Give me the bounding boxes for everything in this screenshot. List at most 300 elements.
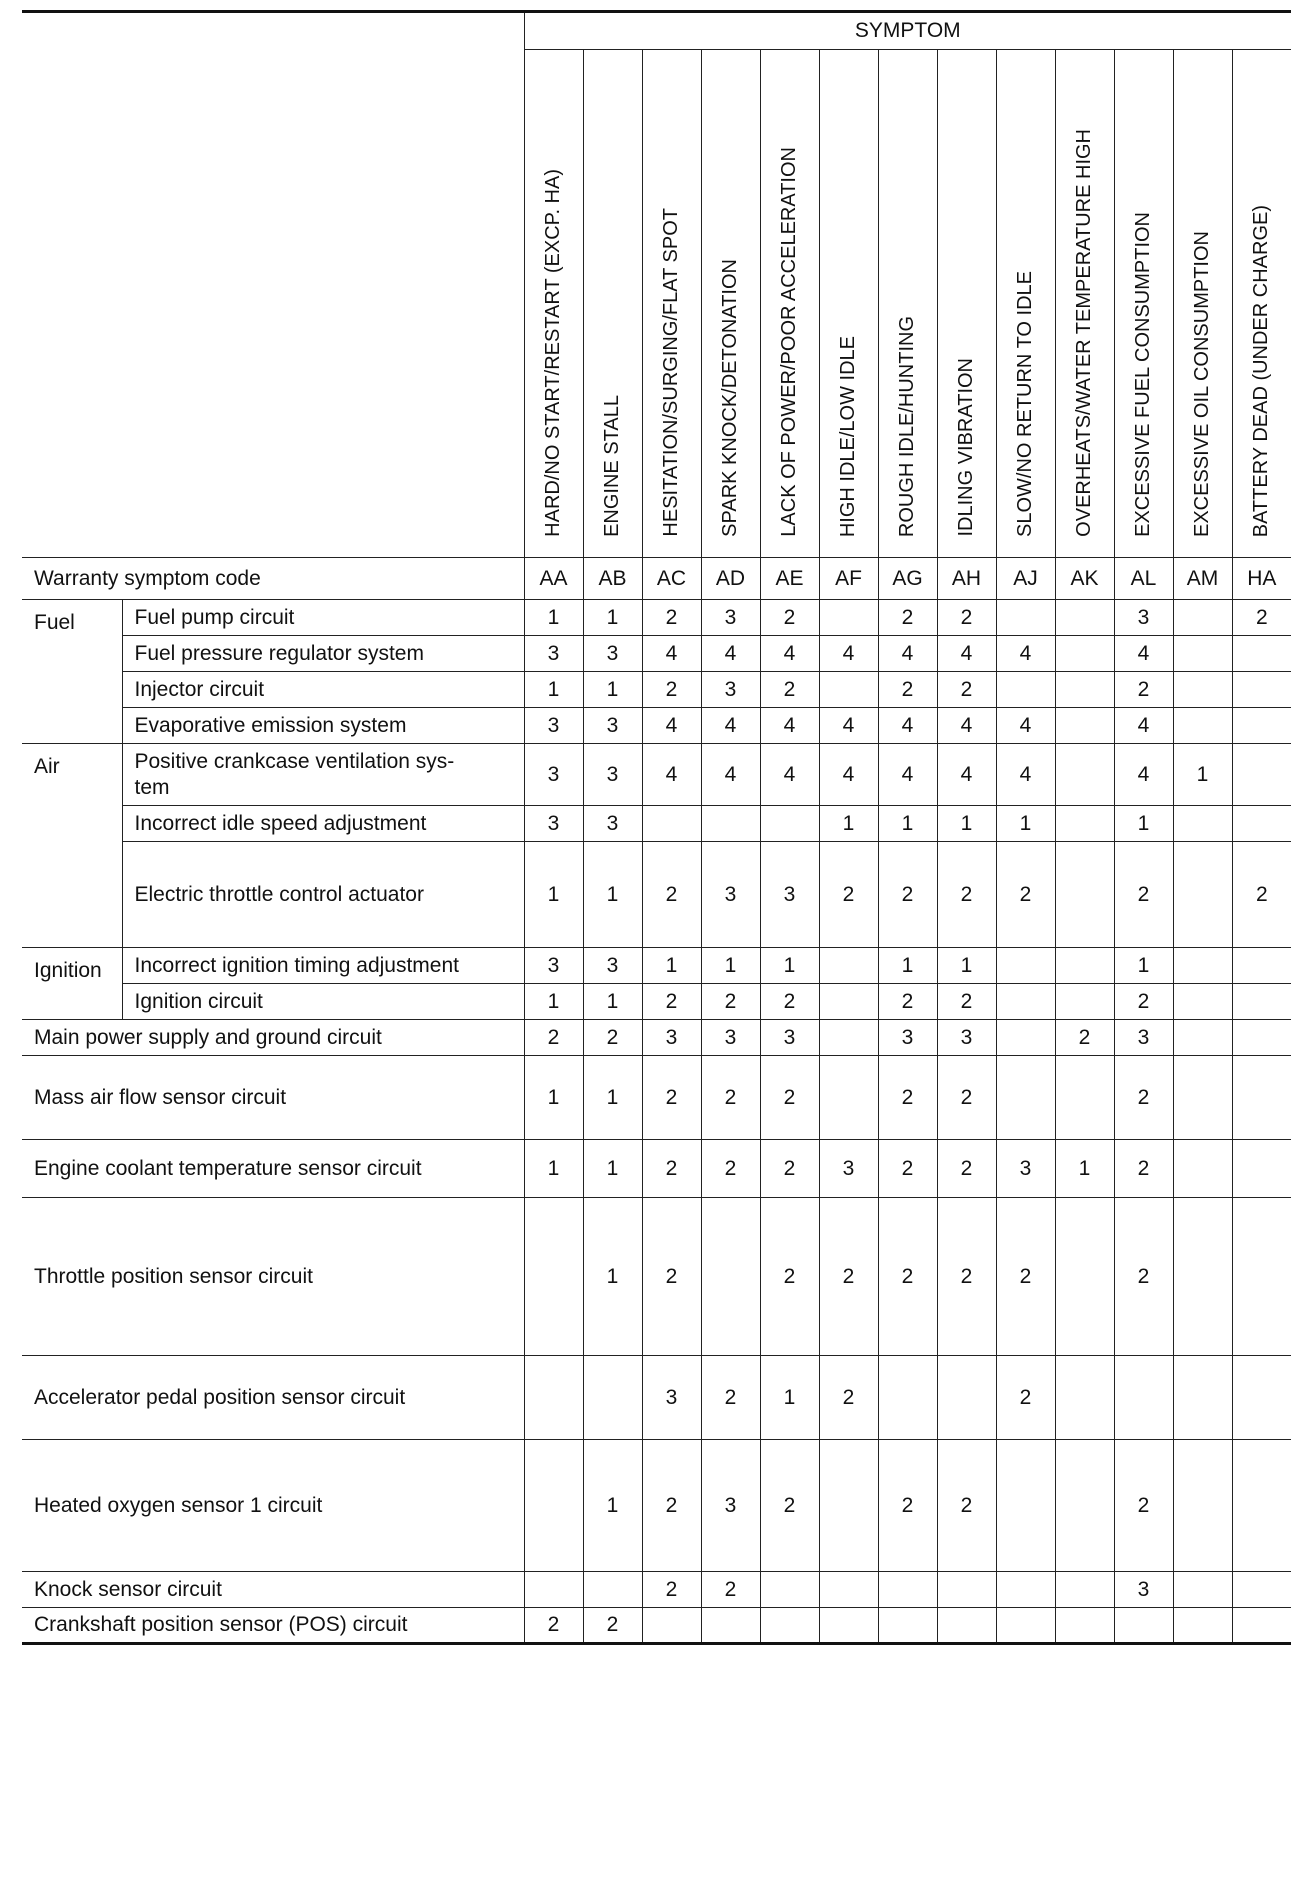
symptom-value-cell <box>1173 1608 1232 1644</box>
symptom-value-cell <box>1173 1356 1232 1440</box>
row-label: Knock sensor circuit <box>22 1572 524 1608</box>
symptom-value-cell: 4 <box>1114 744 1173 806</box>
symptom-value-cell <box>1173 948 1232 984</box>
symptom-value-cell <box>1173 1020 1232 1056</box>
symptom-value-cell: 1 <box>819 806 878 842</box>
symptom-value-cell <box>996 1608 1055 1644</box>
row-label: Main power supply and ground circuit <box>22 1020 524 1056</box>
symptom-value-cell: 3 <box>878 1020 937 1056</box>
symptom-value-cell <box>1055 636 1114 672</box>
symptom-value-cell: 4 <box>1114 708 1173 744</box>
warranty-code: AJ <box>996 558 1055 600</box>
symptom-value-cell: 2 <box>996 1198 1055 1356</box>
symptom-value-cell: 2 <box>1114 1440 1173 1572</box>
symptom-column-label: SLOW/NO RETURN TO IDLE <box>1014 271 1036 537</box>
symptom-value-cell: 2 <box>878 1056 937 1140</box>
symptom-value-cell: 2 <box>878 1140 937 1198</box>
row-label: Evaporative emission system <box>122 708 524 744</box>
group-label-ignition: Ignition <box>22 948 122 1020</box>
symptom-value-cell: 1 <box>583 984 642 1020</box>
symptom-value-cell <box>937 1572 996 1608</box>
symptom-value-cell: 2 <box>1232 842 1291 948</box>
symptom-value-cell: 2 <box>760 1440 819 1572</box>
symptom-value-cell: 4 <box>642 636 701 672</box>
symptom-column-label: OVERHEATS/WATER TEMPERATURE HIGH <box>1073 129 1095 537</box>
symptom-value-cell: 3 <box>937 1020 996 1056</box>
symptom-value-cell <box>583 1572 642 1608</box>
symptom-value-cell <box>1232 1020 1291 1056</box>
symptom-value-cell <box>1173 672 1232 708</box>
symptom-value-cell: 3 <box>701 600 760 636</box>
table-row <box>22 1608 1291 1644</box>
symptom-value-cell: 4 <box>878 636 937 672</box>
symptom-value-cell: 3 <box>524 636 583 672</box>
symptom-value-cell: 4 <box>642 708 701 744</box>
symptom-column-label: EXCESSIVE FUEL CONSUMPTION <box>1132 212 1154 537</box>
symptom-value-cell <box>524 1572 583 1608</box>
table-body <box>22 12 1291 1644</box>
symptom-value-cell: 2 <box>760 600 819 636</box>
symptom-value-cell <box>1055 1056 1114 1140</box>
symptom-column-label: BATTERY DEAD (UNDER CHARGE) <box>1250 204 1273 537</box>
corner-cell <box>22 12 524 558</box>
symptom-column-label: SPARK KNOCK/DETONATION <box>719 259 741 537</box>
symptom-value-cell: 2 <box>1114 672 1173 708</box>
symptom-value-cell <box>1173 806 1232 842</box>
row-label: Engine coolant temperature sensor circuit <box>22 1140 524 1198</box>
symptom-value-cell <box>1232 948 1291 984</box>
symptom-column-header <box>1055 50 1114 558</box>
symptom-value-cell <box>1173 1572 1232 1608</box>
row-label: Incorrect idle speed adjustment <box>122 806 524 842</box>
symptom-value-cell <box>642 806 701 842</box>
symptom-value-cell: 2 <box>878 842 937 948</box>
symptom-value-cell <box>996 1020 1055 1056</box>
warranty-code: AB <box>583 558 642 600</box>
symptom-value-cell <box>1232 1440 1291 1572</box>
symptom-value-cell: 1 <box>1114 806 1173 842</box>
symptom-value-cell: 2 <box>878 1198 937 1356</box>
symptom-value-cell: 1 <box>1055 1140 1114 1198</box>
symptom-value-cell: 4 <box>760 708 819 744</box>
symptom-value-cell: 1 <box>937 948 996 984</box>
symptom-value-cell: 3 <box>642 1356 701 1440</box>
symptom-title-row <box>22 12 1291 50</box>
symptom-value-cell: 3 <box>524 806 583 842</box>
symptom-value-cell: 2 <box>760 984 819 1020</box>
symptom-value-cell: 4 <box>701 636 760 672</box>
symptom-value-cell <box>1232 806 1291 842</box>
symptom-value-cell: 4 <box>937 708 996 744</box>
symptom-value-cell <box>524 1440 583 1572</box>
warranty-code: AC <box>642 558 701 600</box>
symptom-value-cell: 2 <box>701 1356 760 1440</box>
symptom-value-cell: 1 <box>524 600 583 636</box>
row-label: Injector circuit <box>122 672 524 708</box>
symptom-value-cell <box>1173 842 1232 948</box>
symptom-value-cell: 1 <box>524 842 583 948</box>
symptom-value-cell <box>819 1608 878 1644</box>
symptom-value-cell: 3 <box>524 948 583 984</box>
symptom-value-cell: 4 <box>878 708 937 744</box>
symptom-value-cell: 2 <box>996 842 1055 948</box>
symptom-value-cell <box>1055 1356 1114 1440</box>
table-row <box>22 1140 1291 1198</box>
symptom-column-header <box>1173 50 1232 558</box>
symptom-value-cell <box>701 1198 760 1356</box>
symptom-value-cell <box>642 1608 701 1644</box>
symptom-value-cell <box>1232 1056 1291 1140</box>
group-label-air: Air <box>22 744 122 948</box>
symptom-value-cell <box>819 948 878 984</box>
symptom-value-cell: 3 <box>524 708 583 744</box>
symptom-value-cell: 2 <box>1114 1198 1173 1356</box>
symptom-value-cell: 1 <box>583 1140 642 1198</box>
symptom-value-cell: 3 <box>583 806 642 842</box>
symptom-value-cell: 2 <box>937 1056 996 1140</box>
symptom-value-cell <box>1114 1608 1173 1644</box>
symptom-value-cell: 4 <box>996 636 1055 672</box>
symptom-value-cell <box>996 1056 1055 1140</box>
row-label: Fuel pressure regulator system <box>122 636 524 672</box>
symptom-value-cell <box>819 984 878 1020</box>
table-row <box>22 806 1291 842</box>
symptom-value-cell <box>1232 984 1291 1020</box>
symptom-value-cell: 2 <box>760 1198 819 1356</box>
symptom-title: SYMPTOM <box>524 12 1291 50</box>
symptom-value-cell: 1 <box>878 806 937 842</box>
row-label: Fuel pump circuit <box>122 600 524 636</box>
symptom-value-cell: 3 <box>1114 1020 1173 1056</box>
symptom-value-cell: 1 <box>524 1140 583 1198</box>
symptom-value-cell: 2 <box>937 600 996 636</box>
symptom-value-cell: 2 <box>583 1608 642 1644</box>
symptom-column-header <box>701 50 760 558</box>
symptom-value-cell: 4 <box>760 636 819 672</box>
symptom-value-cell: 1 <box>760 1356 819 1440</box>
symptom-value-cell: 2 <box>701 1056 760 1140</box>
row-label: Electric throttle control actuator <box>122 842 524 948</box>
symptom-column-label: IDLING VIBRATION <box>955 358 977 537</box>
symptom-value-cell: 1 <box>583 1056 642 1140</box>
symptom-value-cell <box>1055 1572 1114 1608</box>
symptom-value-cell <box>1055 1440 1114 1572</box>
table-row <box>22 842 1291 948</box>
table-row <box>22 1198 1291 1356</box>
symptom-value-cell: 3 <box>583 948 642 984</box>
symptom-value-cell <box>760 1608 819 1644</box>
table-row <box>22 1056 1291 1140</box>
symptom-value-cell: 1 <box>760 948 819 984</box>
symptom-value-cell <box>1173 984 1232 1020</box>
symptom-column-label: HIGH IDLE/LOW IDLE <box>837 335 859 537</box>
symptom-value-cell <box>819 1440 878 1572</box>
symptom-value-cell: 3 <box>1114 600 1173 636</box>
symptom-value-cell <box>1232 708 1291 744</box>
symptom-value-cell <box>878 1356 937 1440</box>
symptom-value-cell <box>819 1572 878 1608</box>
symptom-value-cell: 2 <box>937 1440 996 1572</box>
symptom-value-cell: 3 <box>583 636 642 672</box>
symptom-value-cell: 4 <box>819 744 878 806</box>
symptom-value-cell: 4 <box>760 744 819 806</box>
symptom-value-cell <box>996 948 1055 984</box>
symptom-value-cell <box>1055 948 1114 984</box>
symptom-value-cell <box>1055 672 1114 708</box>
symptom-value-cell: 2 <box>642 600 701 636</box>
table-row <box>22 600 1291 636</box>
group-label-fuel: Fuel <box>22 600 122 744</box>
symptom-column-header <box>878 50 937 558</box>
symptom-value-cell <box>1055 600 1114 636</box>
symptom-value-cell: 2 <box>701 1572 760 1608</box>
symptom-column-header <box>819 50 878 558</box>
symptom-value-cell <box>1232 744 1291 806</box>
symptom-value-cell: 2 <box>1114 1056 1173 1140</box>
row-label: Positive crankcase ventilation sys- tem <box>122 744 524 806</box>
symptom-value-cell <box>1055 1198 1114 1356</box>
symptom-value-cell <box>1232 1572 1291 1608</box>
symptom-column-header <box>583 50 642 558</box>
symptom-column-label: HESITATION/SURGING/FLAT SPOT <box>660 208 682 537</box>
row-label: Accelerator pedal position sensor circuit <box>22 1356 524 1440</box>
symptom-value-cell: 2 <box>937 842 996 948</box>
warranty-code: HA <box>1232 558 1291 600</box>
table-row <box>22 1440 1291 1572</box>
symptom-value-cell: 1 <box>524 984 583 1020</box>
symptom-value-cell <box>1055 744 1114 806</box>
symptom-column-label: ENGINE STALL <box>601 395 623 537</box>
symptom-value-cell: 4 <box>996 744 1055 806</box>
symptom-value-cell <box>701 806 760 842</box>
symptom-column-header <box>760 50 819 558</box>
symptom-value-cell: 3 <box>701 672 760 708</box>
symptom-value-cell <box>1232 1356 1291 1440</box>
symptom-value-cell: 3 <box>524 744 583 806</box>
symptom-value-cell: 2 <box>701 984 760 1020</box>
symptom-value-cell: 3 <box>642 1020 701 1056</box>
symptom-value-cell: 2 <box>524 1020 583 1056</box>
symptom-value-cell: 2 <box>878 984 937 1020</box>
symptom-value-cell: 1 <box>701 948 760 984</box>
symptom-value-cell <box>996 600 1055 636</box>
symptom-value-cell: 1 <box>642 948 701 984</box>
symptom-value-cell <box>996 1440 1055 1572</box>
symptom-value-cell: 3 <box>1114 1572 1173 1608</box>
symptom-value-cell: 2 <box>642 1140 701 1198</box>
symptom-value-cell: 1 <box>878 948 937 984</box>
symptom-value-cell: 2 <box>524 1608 583 1644</box>
symptom-value-cell <box>1055 984 1114 1020</box>
symptom-value-cell <box>878 1608 937 1644</box>
row-label: Crankshaft position sensor (POS) circuit <box>22 1608 524 1644</box>
symptom-column-header <box>1232 50 1291 558</box>
symptom-value-cell <box>878 1572 937 1608</box>
symptom-value-cell: 2 <box>1055 1020 1114 1056</box>
warranty-code: AF <box>819 558 878 600</box>
symptom-value-cell: 2 <box>642 984 701 1020</box>
symptom-value-cell <box>524 1356 583 1440</box>
symptom-value-cell <box>819 600 878 636</box>
symptom-value-cell: 2 <box>1114 984 1173 1020</box>
symptom-value-cell: 4 <box>701 744 760 806</box>
symptom-value-cell: 2 <box>996 1356 1055 1440</box>
symptom-value-cell <box>1232 672 1291 708</box>
symptom-value-cell <box>819 672 878 708</box>
symptom-value-cell <box>937 1608 996 1644</box>
symptom-value-cell: 4 <box>819 708 878 744</box>
symptom-value-cell: 4 <box>1114 636 1173 672</box>
symptom-value-cell: 2 <box>1114 1140 1173 1198</box>
symptom-value-cell: 3 <box>701 1440 760 1572</box>
symptom-value-cell: 2 <box>819 842 878 948</box>
symptom-value-cell <box>937 1356 996 1440</box>
symptom-value-cell: 2 <box>819 1198 878 1356</box>
warranty-code: AK <box>1055 558 1114 600</box>
symptom-value-cell: 2 <box>1114 842 1173 948</box>
symptom-value-cell: 4 <box>819 636 878 672</box>
symptom-value-cell <box>1055 842 1114 948</box>
symptom-column-header <box>642 50 701 558</box>
symptom-value-cell: 2 <box>937 984 996 1020</box>
symptom-value-cell <box>1114 1356 1173 1440</box>
symptom-column-header <box>996 50 1055 558</box>
symptom-value-cell: 3 <box>760 1020 819 1056</box>
row-label: Throttle position sensor circuit <box>22 1198 524 1356</box>
row-label: Ignition circuit <box>122 984 524 1020</box>
symptom-value-cell <box>1232 636 1291 672</box>
symptom-value-cell: 1 <box>583 600 642 636</box>
symptom-value-cell <box>1173 1440 1232 1572</box>
symptom-value-cell: 2 <box>701 1140 760 1198</box>
symptom-column-header <box>524 50 583 558</box>
symptom-value-cell <box>1173 636 1232 672</box>
symptom-value-cell <box>1173 1140 1232 1198</box>
symptom-value-cell <box>760 1572 819 1608</box>
table-row <box>22 672 1291 708</box>
table-row <box>22 948 1291 984</box>
symptom-value-cell: 4 <box>937 744 996 806</box>
symptom-value-cell: 2 <box>878 600 937 636</box>
symptom-value-cell: 4 <box>996 708 1055 744</box>
table-row <box>22 1572 1291 1608</box>
symptom-value-cell: 3 <box>819 1140 878 1198</box>
symptom-value-cell: 1 <box>524 672 583 708</box>
symptom-value-cell: 3 <box>701 1020 760 1056</box>
symptom-value-cell: 2 <box>1232 600 1291 636</box>
warranty-code-row <box>22 558 1291 600</box>
symptom-value-cell: 2 <box>937 672 996 708</box>
symptom-value-cell <box>819 1056 878 1140</box>
symptom-value-cell: 3 <box>760 842 819 948</box>
symptom-value-cell <box>701 1608 760 1644</box>
symptom-value-cell <box>996 672 1055 708</box>
symptom-value-cell: 2 <box>583 1020 642 1056</box>
symptom-column-label: ROUGH IDLE/HUNTING <box>896 315 918 537</box>
symptom-value-cell: 2 <box>878 1440 937 1572</box>
symptom-value-cell: 1 <box>583 842 642 948</box>
table-row <box>22 984 1291 1020</box>
symptom-value-cell: 2 <box>760 1056 819 1140</box>
symptom-value-cell: 2 <box>937 1198 996 1356</box>
symptom-value-cell <box>1055 708 1114 744</box>
symptom-value-cell: 4 <box>642 744 701 806</box>
symptom-value-cell <box>1173 600 1232 636</box>
symptom-column-label: HARD/NO START/RESTART (EXCP. HA) <box>542 169 564 537</box>
symptom-value-cell: 2 <box>937 1140 996 1198</box>
symptom-value-cell <box>1232 1608 1291 1644</box>
symptom-matrix-table <box>22 10 1291 1645</box>
symptom-value-cell: 2 <box>642 672 701 708</box>
symptom-value-cell: 4 <box>937 636 996 672</box>
symptom-column-label: LACK OF POWER/POOR ACCELERATION <box>778 147 800 537</box>
symptom-value-cell: 2 <box>642 842 701 948</box>
table-row <box>22 1356 1291 1440</box>
row-label: Incorrect ignition timing adjustment <box>122 948 524 984</box>
symptom-value-cell: 2 <box>760 1140 819 1198</box>
symptom-value-cell <box>1055 1608 1114 1644</box>
symptom-value-cell: 2 <box>819 1356 878 1440</box>
symptom-value-cell: 2 <box>642 1198 701 1356</box>
symptom-value-cell: 1 <box>583 1198 642 1356</box>
table-row <box>22 708 1291 744</box>
symptom-value-cell: 1 <box>583 1440 642 1572</box>
symptom-value-cell: 2 <box>878 672 937 708</box>
warranty-code: AA <box>524 558 583 600</box>
symptom-value-cell: 2 <box>760 672 819 708</box>
symptom-value-cell <box>1232 1140 1291 1198</box>
symptom-value-cell <box>1173 708 1232 744</box>
row-label: Mass air flow sensor circuit <box>22 1056 524 1140</box>
symptom-value-cell <box>996 1572 1055 1608</box>
symptom-value-cell: 3 <box>996 1140 1055 1198</box>
symptom-column-label: EXCESSIVE OIL CONSUMPTION <box>1191 231 1213 537</box>
symptom-value-cell <box>996 984 1055 1020</box>
symptom-value-cell: 1 <box>1173 744 1232 806</box>
warranty-code: AE <box>760 558 819 600</box>
symptom-value-cell: 4 <box>878 744 937 806</box>
symptom-value-cell: 3 <box>583 744 642 806</box>
symptom-value-cell <box>583 1356 642 1440</box>
symptom-value-cell: 1 <box>937 806 996 842</box>
symptom-value-cell: 1 <box>996 806 1055 842</box>
symptom-value-cell: 4 <box>701 708 760 744</box>
symptom-value-cell: 1 <box>1114 948 1173 984</box>
symptom-value-cell <box>1173 1056 1232 1140</box>
symptom-value-cell: 2 <box>642 1440 701 1572</box>
symptom-value-cell <box>524 1198 583 1356</box>
symptom-value-cell: 3 <box>701 842 760 948</box>
symptom-value-cell: 1 <box>583 672 642 708</box>
symptom-value-cell <box>819 1020 878 1056</box>
symptom-value-cell <box>1173 1198 1232 1356</box>
warranty-code: AL <box>1114 558 1173 600</box>
table-row <box>22 744 1291 806</box>
warranty-code: AD <box>701 558 760 600</box>
warranty-label: Warranty symptom code <box>22 558 524 600</box>
symptom-value-cell <box>1055 806 1114 842</box>
symptom-value-cell <box>760 806 819 842</box>
symptom-value-cell: 2 <box>642 1056 701 1140</box>
table-row <box>22 1020 1291 1056</box>
warranty-code: AM <box>1173 558 1232 600</box>
row-label: Heated oxygen sensor 1 circuit <box>22 1440 524 1572</box>
warranty-code: AH <box>937 558 996 600</box>
symptom-column-header <box>1114 50 1173 558</box>
symptom-value-cell: 2 <box>642 1572 701 1608</box>
symptom-value-cell: 3 <box>583 708 642 744</box>
table-row <box>22 636 1291 672</box>
